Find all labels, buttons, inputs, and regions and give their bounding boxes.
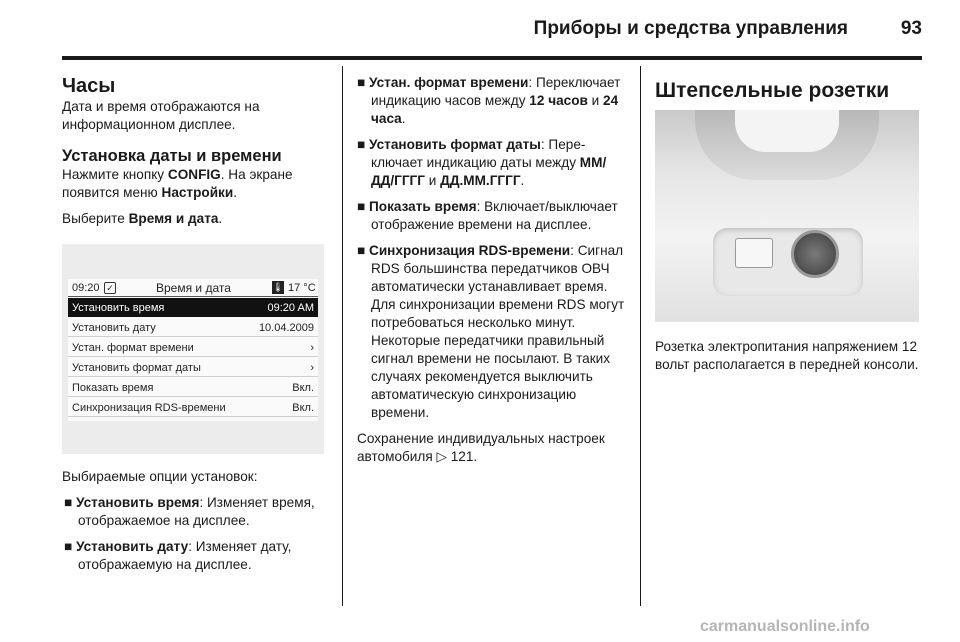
press-config-text: Нажмите кнопку CONFIG. На экране появится меню Настройки. xyxy=(62,167,293,200)
bullet-time-format: ■ Устан. формат времени: Переключает индикацию часов между 12 часов и 24 часа. xyxy=(357,75,621,126)
menu-row[interactable]: Показать время Вкл. xyxy=(68,378,318,397)
sockets-heading: Штепсельные розетки xyxy=(655,79,890,102)
menu-row[interactable]: Синхронизация RDS-времени Вкл. xyxy=(68,398,318,417)
menu-row[interactable]: Устан. формат времени › xyxy=(68,338,318,357)
socket-caption: Розетка электропитания напряжением 12 вольт располагается в передней консоли. xyxy=(655,339,919,372)
header-rule xyxy=(62,56,922,60)
bullet-set-time: ■ Установить время: Изменяет время, отображаемое на дисплее. xyxy=(64,495,315,528)
column-divider xyxy=(640,66,641,606)
menu-row[interactable]: Установить дату 10.04.2009 xyxy=(68,318,318,337)
options-intro: Выбираемые опции установок: xyxy=(62,469,258,484)
clock-sync-icon: ✓ xyxy=(104,282,116,294)
menu-row[interactable]: Установить формат даты › xyxy=(68,358,318,377)
bullet-rds-sync: ■ Синхронизация RDS-времени: Сигнал RDS большинства передатчиков ОВЧ автоматически устанавливает время. Для синхронизации времени RDS могут потребоваться несколько минут. Некоторые передатчики правильный сигнал времени не посылают. В таких случаях рекомендуется выключить автоматическую синхронизацию времени. xyxy=(357,243,625,420)
options-block xyxy=(62,468,330,574)
clock-text: Дата и время отображаются на информационном дисплее. xyxy=(62,99,260,132)
display-screenshot xyxy=(62,244,324,454)
info-display xyxy=(68,279,318,421)
display-status-bar xyxy=(68,279,318,297)
menu-row[interactable]: Установить время 09:20 AM xyxy=(68,298,318,317)
thermometer-icon: 🌡 xyxy=(272,282,284,292)
socket-photo xyxy=(655,110,919,322)
power-socket-icon xyxy=(791,230,839,278)
column-clock xyxy=(62,74,330,228)
page-ref-icon: ▷ xyxy=(436,449,447,464)
bullet-show-time: ■ Показать время: Включает/выключает отображение времени на дисплее. xyxy=(357,199,618,232)
select-text: Выберите Время и дата. xyxy=(62,211,223,226)
display-time: 09:20 xyxy=(72,282,100,294)
save-settings-text: Сохранение индивидуальных настроек автомобиля ▷ 121. xyxy=(357,431,605,464)
display-temperature: 17 °C xyxy=(288,282,316,294)
page-number: 93 xyxy=(900,18,922,39)
socket-caption-block xyxy=(655,338,923,374)
column-sockets xyxy=(655,78,923,104)
page-header xyxy=(0,18,960,48)
watermark: carmanualsonline.info xyxy=(700,618,870,635)
bullet-date-format: ■ Установить формат даты: Переключает индикацию даты между ММ/ДД/ГГГГ и ДД.ММ.ГГГГ. xyxy=(357,137,607,188)
set-date-time-heading: Установка даты и времени xyxy=(62,147,282,165)
column-divider xyxy=(342,66,343,606)
page-ref-link[interactable]: 121. xyxy=(450,449,478,464)
bullet-set-date: ■ Установить дату: Изменяет дату, отображаемую на дисплее. xyxy=(64,539,292,572)
column-formats xyxy=(357,74,629,466)
clock-heading: Часы xyxy=(62,75,116,97)
display-title: Время и дата xyxy=(156,281,231,295)
socket-cover xyxy=(735,238,773,268)
section-title: Приборы и средства управления xyxy=(533,18,848,39)
